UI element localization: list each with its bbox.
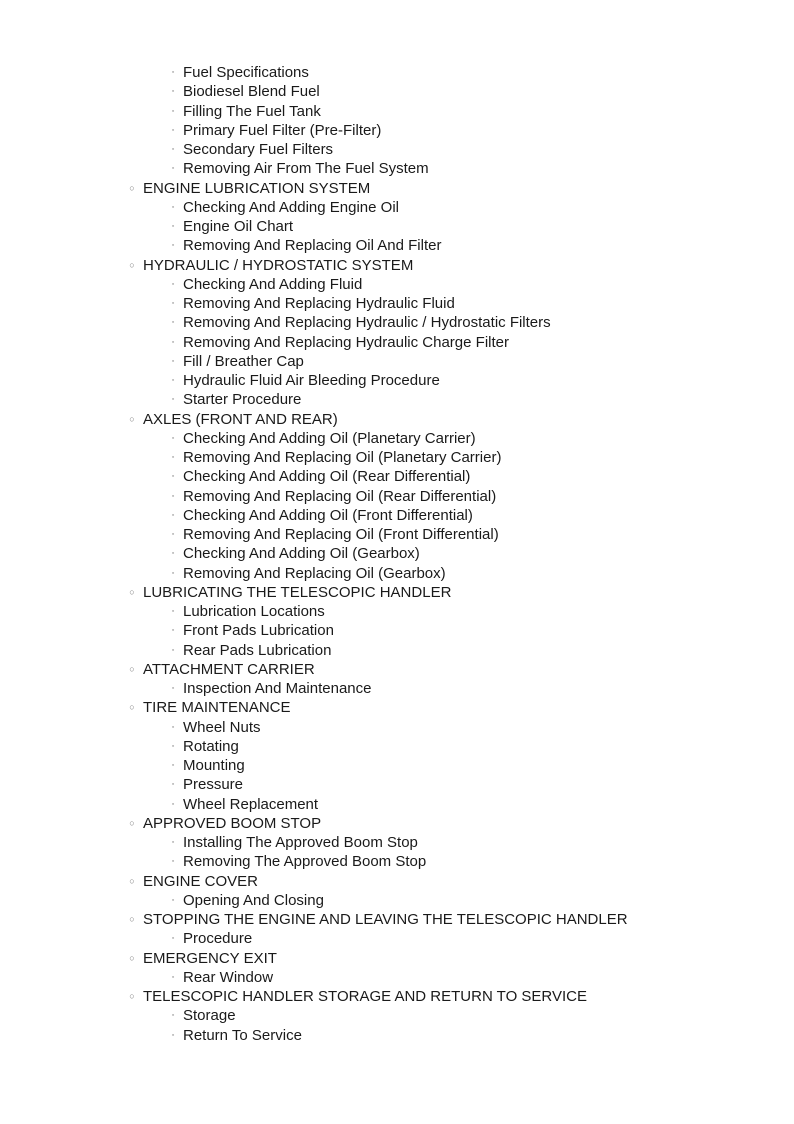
section-heading (0, 814, 794, 833)
subsection-item (0, 525, 794, 544)
subsection-item (0, 390, 794, 409)
subsection-item-text: Checking And Adding Oil (Planetary Carrier) (183, 429, 476, 447)
subsection-item (0, 333, 794, 352)
hollow-circle-bullet-icon: ○ (129, 914, 135, 924)
subsection-item-text: Removing And Replacing Oil (Rear Differential) (183, 487, 497, 505)
subsection-item (0, 1026, 794, 1045)
small-square-bullet-icon: ▫ (171, 165, 175, 173)
subsection-item (0, 313, 794, 332)
subsection-item-text: Primary Fuel Filter (Pre-Filter) (183, 121, 382, 139)
subsection-item (0, 544, 794, 563)
subsection-item-text: Checking And Adding Fluid (183, 275, 363, 293)
small-square-bullet-icon: ▫ (171, 1012, 175, 1020)
subsection-item (0, 795, 794, 814)
subsection-item-text: Fill / Breather Cap (183, 352, 304, 370)
section-heading-text: AXLES (FRONT AND REAR) (143, 410, 338, 428)
section-heading (0, 256, 794, 275)
hollow-circle-bullet-icon: ○ (129, 182, 135, 193)
small-square-bullet-icon: ▫ (171, 839, 175, 846)
section-heading-text: APPROVED BOOM STOP (143, 814, 322, 832)
small-square-bullet-icon: ▫ (171, 550, 175, 558)
section-heading (0, 698, 794, 717)
small-square-bullet-icon: ▫ (171, 203, 175, 211)
small-square-bullet-icon: ▫ (171, 434, 175, 442)
small-square-bullet-icon: ▫ (171, 723, 175, 731)
small-square-bullet-icon: ▫ (171, 935, 175, 943)
hollow-circle-bullet-icon: ○ (129, 702, 135, 713)
subsection-item (0, 679, 794, 698)
subsection-item-text: Removing And Replacing Oil And Filter (183, 237, 442, 255)
subsection-item (0, 294, 794, 313)
subsection-item-text: Wheel Nuts (183, 718, 261, 736)
subsection-item-text: Checking And Adding Oil (Front Differential) (183, 506, 473, 524)
section-heading-text: EMERGENCY EXIT (143, 949, 277, 967)
subsection-item-text: Checking And Adding Engine Oil (183, 198, 399, 216)
subsection-item-text: Front Pads Lubrication (183, 622, 334, 640)
section-heading-text: STOPPING THE ENGINE AND LEAVING THE TELESCOPIC HANDLER (143, 911, 628, 928)
subsection-item (0, 718, 794, 737)
subsection-item (0, 82, 794, 101)
subsection-item (0, 140, 794, 159)
subsection-item (0, 371, 794, 390)
hollow-circle-bullet-icon: ○ (129, 991, 135, 1001)
subsection-item-text: Checking And Adding Oil (Gearbox) (183, 545, 420, 563)
subsection-item (0, 352, 794, 371)
small-square-bullet-icon: ▫ (171, 685, 175, 692)
section-heading-text: TELESCOPIC HANDLER STORAGE AND RETURN TO SERVICE (143, 988, 587, 1005)
subsection-item (0, 737, 794, 756)
subsection-item-text: Fuel Specifications (183, 64, 309, 81)
subsection-item (0, 929, 794, 948)
hollow-circle-bullet-icon: ○ (129, 259, 135, 270)
subsection-item-text: Storage (183, 1007, 236, 1025)
hollow-circle-bullet-icon: ○ (129, 875, 135, 886)
small-square-bullet-icon: ▫ (171, 646, 175, 654)
small-square-bullet-icon: ▫ (171, 242, 175, 250)
subsection-item-text: Biodiesel Blend Fuel (183, 83, 320, 101)
subsection-item (0, 756, 794, 775)
subsection-item-text: Secondary Fuel Filters (183, 141, 334, 158)
hollow-circle-bullet-icon: ○ (129, 817, 135, 828)
subsection-item-text: Engine Oil Chart (183, 218, 294, 235)
small-square-bullet-icon: ▫ (171, 896, 175, 904)
subsection-item-text: Starter Procedure (183, 391, 302, 409)
subsection-item (0, 217, 794, 236)
hollow-circle-bullet-icon: ○ (129, 586, 135, 597)
section-heading (0, 660, 794, 679)
section-heading (0, 410, 794, 429)
subsection-item-text: Lubrication Locations (183, 603, 325, 620)
small-square-bullet-icon: ▫ (171, 973, 175, 981)
subsection-item-text: Rear Pads Lubrication (183, 641, 332, 659)
small-square-bullet-icon: ▫ (171, 300, 175, 307)
small-square-bullet-icon: ▫ (171, 69, 175, 76)
small-square-bullet-icon: ▫ (171, 531, 175, 538)
section-heading (0, 987, 794, 1006)
small-square-bullet-icon: ▫ (171, 454, 175, 461)
subsection-item-text: Installing The Approved Boom Stop (183, 834, 418, 851)
subsection-item (0, 159, 794, 178)
subsection-item-text: Return To Service (183, 1026, 302, 1044)
subsection-item-text: Procedure (183, 930, 253, 948)
small-square-bullet-icon: ▫ (171, 319, 175, 327)
small-square-bullet-icon: ▫ (171, 511, 175, 519)
subsection-item-text: Removing And Replacing Hydraulic Fluid (183, 295, 455, 312)
subsection-item (0, 487, 794, 506)
small-square-bullet-icon: ▫ (171, 377, 175, 384)
subsection-item-text: Removing And Replacing Hydraulic / Hydrostatic Filters (183, 314, 551, 332)
subsection-item (0, 891, 794, 910)
small-square-bullet-icon: ▫ (171, 781, 175, 789)
subsection-item (0, 852, 794, 871)
small-square-bullet-icon: ▫ (171, 627, 175, 635)
small-square-bullet-icon: ▫ (171, 357, 175, 365)
subsection-item-text: Filling The Fuel Tank (183, 102, 321, 120)
subsection-item-text: Removing And Replacing Oil (Gearbox) (183, 564, 446, 582)
subsection-item (0, 621, 794, 640)
subsection-item-text: Removing And Replacing Hydraulic Charge Filter (183, 333, 509, 351)
subsection-item (0, 429, 794, 448)
subsection-item (0, 448, 794, 467)
subsection-item (0, 641, 794, 660)
subsection-item (0, 775, 794, 794)
small-square-bullet-icon: ▫ (171, 858, 175, 866)
section-heading-text: ENGINE LUBRICATION SYSTEM (143, 179, 371, 197)
subsection-item (0, 968, 794, 987)
subsection-item-text: Wheel Replacement (183, 795, 319, 813)
subsection-item (0, 564, 794, 583)
subsection-item-text: Inspection And Maintenance (183, 680, 372, 697)
subsection-item (0, 198, 794, 217)
small-square-bullet-icon: ▫ (171, 800, 175, 808)
small-square-bullet-icon: ▫ (171, 492, 175, 500)
subsection-item (0, 63, 794, 82)
small-square-bullet-icon: ▫ (171, 608, 175, 615)
subsection-item (0, 121, 794, 140)
small-square-bullet-icon: ▫ (171, 223, 175, 230)
section-heading-text: ENGINE COVER (143, 872, 259, 890)
subsection-item-text: Rear Window (183, 968, 274, 986)
subsection-item-text: Checking And Adding Oil (Rear Differential) (183, 468, 471, 486)
small-square-bullet-icon: ▫ (171, 107, 175, 115)
small-square-bullet-icon: ▫ (171, 762, 175, 769)
subsection-item-text: Mounting (183, 757, 245, 774)
subsection-item (0, 467, 794, 486)
hollow-circle-bullet-icon: ○ (129, 663, 135, 674)
subsection-item (0, 102, 794, 121)
small-square-bullet-icon: ▫ (171, 88, 175, 96)
subsection-item (0, 602, 794, 621)
section-heading (0, 583, 794, 602)
small-square-bullet-icon: ▫ (171, 126, 175, 134)
hollow-circle-bullet-icon: ○ (129, 952, 135, 963)
subsection-item-text: Rotating (183, 737, 239, 755)
section-heading (0, 949, 794, 968)
subsection-item-text: Removing And Replacing Oil (Planetary Carrier) (183, 449, 502, 466)
section-heading (0, 179, 794, 198)
subsection-item-text: Removing The Approved Boom Stop (183, 853, 427, 871)
small-square-bullet-icon: ▫ (171, 338, 175, 346)
section-heading-text: TIRE MAINTENANCE (143, 699, 291, 717)
subsection-item-text: Hydraulic Fluid Air Bleeding Procedure (183, 372, 440, 389)
small-square-bullet-icon: ▫ (171, 569, 175, 577)
small-square-bullet-icon: ▫ (171, 1031, 175, 1039)
small-square-bullet-icon: ▫ (171, 146, 175, 153)
table-of-contents-list (0, 63, 794, 1045)
small-square-bullet-icon: ▫ (171, 473, 175, 481)
section-heading-text: LUBRICATING THE TELESCOPIC HANDLER (143, 583, 452, 601)
subsection-item-text: Removing Air From The Fuel System (183, 160, 429, 178)
subsection-item-text: Removing And Replacing Oil (Front Differential) (183, 526, 499, 543)
section-heading (0, 910, 794, 929)
small-square-bullet-icon: ▫ (171, 280, 175, 288)
hollow-circle-bullet-icon: ○ (129, 413, 135, 424)
subsection-item (0, 1006, 794, 1025)
subsection-item-text: Pressure (183, 776, 244, 794)
subsection-item (0, 833, 794, 852)
small-square-bullet-icon: ▫ (171, 396, 175, 404)
section-heading (0, 872, 794, 891)
subsection-item (0, 275, 794, 294)
subsection-item-text: Opening And Closing (183, 891, 324, 909)
small-square-bullet-icon: ▫ (171, 742, 175, 750)
section-heading-text: ATTACHMENT CARRIER (143, 660, 315, 678)
subsection-item (0, 506, 794, 525)
section-heading-text: HYDRAULIC / HYDROSTATIC SYSTEM (143, 256, 414, 274)
subsection-item (0, 236, 794, 255)
